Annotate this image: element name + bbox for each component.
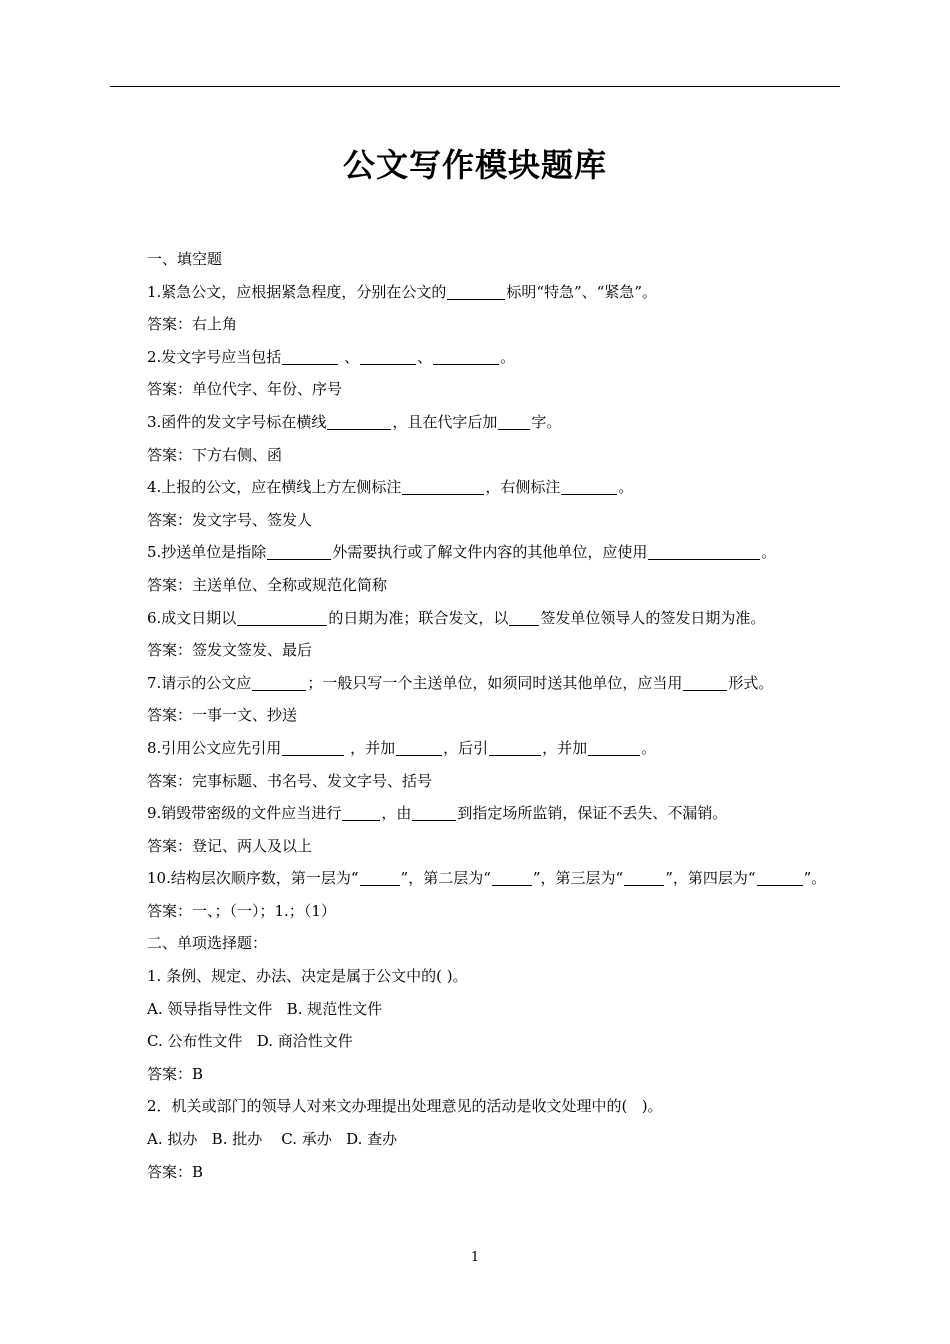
answer-blank[interactable]: [492, 870, 532, 886]
choice-answer-2: 答案：B: [147, 1162, 204, 1181]
page-number: 1: [470, 1250, 480, 1265]
choice-question-1: 1. 条例、规定、办法、决定是属于公文中的( )。: [147, 967, 468, 986]
answer-10: 答案：一、；（一）；1.；（1）: [147, 901, 336, 920]
answer-blank[interactable]: [360, 870, 400, 886]
answer-blank[interactable]: [648, 544, 760, 560]
answer-blank[interactable]: [237, 610, 327, 626]
question-5: 5.抄送单位是指除 外需要执行或了解文件内容的其他单位，应使用 。: [147, 543, 777, 562]
question-8: 8.引用公文应先引用 ，并加 ，后引 ，并加 。: [147, 738, 657, 757]
answer-blank[interactable]: [683, 675, 727, 691]
answer-1: 答案：右上角: [147, 315, 238, 334]
answer-blank[interactable]: [498, 414, 530, 430]
document-title: 公文写作模块题库: [342, 146, 607, 184]
answer-blank[interactable]: [489, 740, 541, 756]
answer-blank[interactable]: [561, 479, 617, 495]
answer-blank[interactable]: [447, 284, 505, 300]
answer-8: 答案：完事标题、书名号、发文字号、括号: [147, 771, 433, 790]
question-4: 4.上报的公文，应在横线上方左侧标注 ，右侧标注 。: [147, 478, 634, 497]
question-6: 6.成文日期以 的日期为准；联合发文，以 签发单位领导人的签发日期为准。: [147, 608, 766, 627]
answer-9: 答案：登记、两人及以上: [147, 836, 313, 855]
answer-3: 答案：下方右侧、函: [147, 445, 283, 464]
question-10: 10.结构层次顺序数，第一层为“ ”，第二层为“ ”，第三层为“ ”，第四层为“ ”。: [147, 869, 827, 888]
answer-6: 答案：签发文签发、最后: [147, 641, 313, 660]
choice-options: A. 拟办 B. 批办 C. 承办 D. 查办: [147, 1130, 398, 1149]
choice-options: C. 公布性文件 D. 商洽性文件: [147, 1032, 353, 1051]
answer-2: 答案：单位代字、年份、序号: [147, 380, 343, 399]
question-2: 2.发文字号应当包括 、 、 。: [147, 347, 516, 366]
choice-answer-1: 答案：B: [147, 1064, 204, 1083]
question-9: 9.销毁带密级的文件应当进行 ，由 到指定场所监销，保证不丢失、不漏销。: [147, 804, 728, 823]
answer-blank[interactable]: [433, 349, 499, 365]
answer-blank[interactable]: [252, 675, 306, 691]
answer-7: 答案：一事一文、抄送: [147, 706, 298, 725]
answer-blank[interactable]: [267, 544, 331, 560]
answer-blank[interactable]: [360, 349, 416, 365]
answer-blank[interactable]: [282, 740, 344, 756]
answer-blank[interactable]: [757, 870, 803, 886]
answer-blank[interactable]: [396, 740, 442, 756]
question-7: 7.请示的公文应 ；一般只写一个主送单位，如须同时送其他单位，应当用 形式。: [147, 673, 774, 692]
choice-question-2: 2．机关或部门的领导人对来文办理提出处理意见的活动是收文处理中的( )。: [147, 1097, 663, 1116]
section-heading: 一、填空题: [147, 250, 223, 268]
document-body: [147, 243, 842, 1188]
answer-blank[interactable]: [282, 349, 338, 365]
answer-blank[interactable]: [342, 805, 380, 821]
answer-4: 答案：发文字号、签发人: [147, 510, 313, 529]
question-3: 3.函件的发文字号标在横线 ，且在代字后加 字。: [147, 412, 562, 431]
answer-blank[interactable]: [588, 740, 640, 756]
answer-5: 答案：主送单位、全称或规范化简称: [147, 575, 388, 594]
answer-blank[interactable]: [327, 414, 391, 430]
answer-blank[interactable]: [509, 610, 539, 626]
answer-blank[interactable]: [402, 479, 484, 495]
answer-blank[interactable]: [412, 805, 456, 821]
section-heading: 二、单项选择题：: [147, 934, 268, 953]
question-1: 1.紧急公文，应根据紧急程度，分别在公文的 标明“特急”、“紧急”。: [147, 282, 658, 301]
header-rule: [110, 86, 840, 87]
choice-options: A. 领导指导性文件 B. 规范性文件: [147, 999, 383, 1018]
answer-blank[interactable]: [624, 870, 664, 886]
